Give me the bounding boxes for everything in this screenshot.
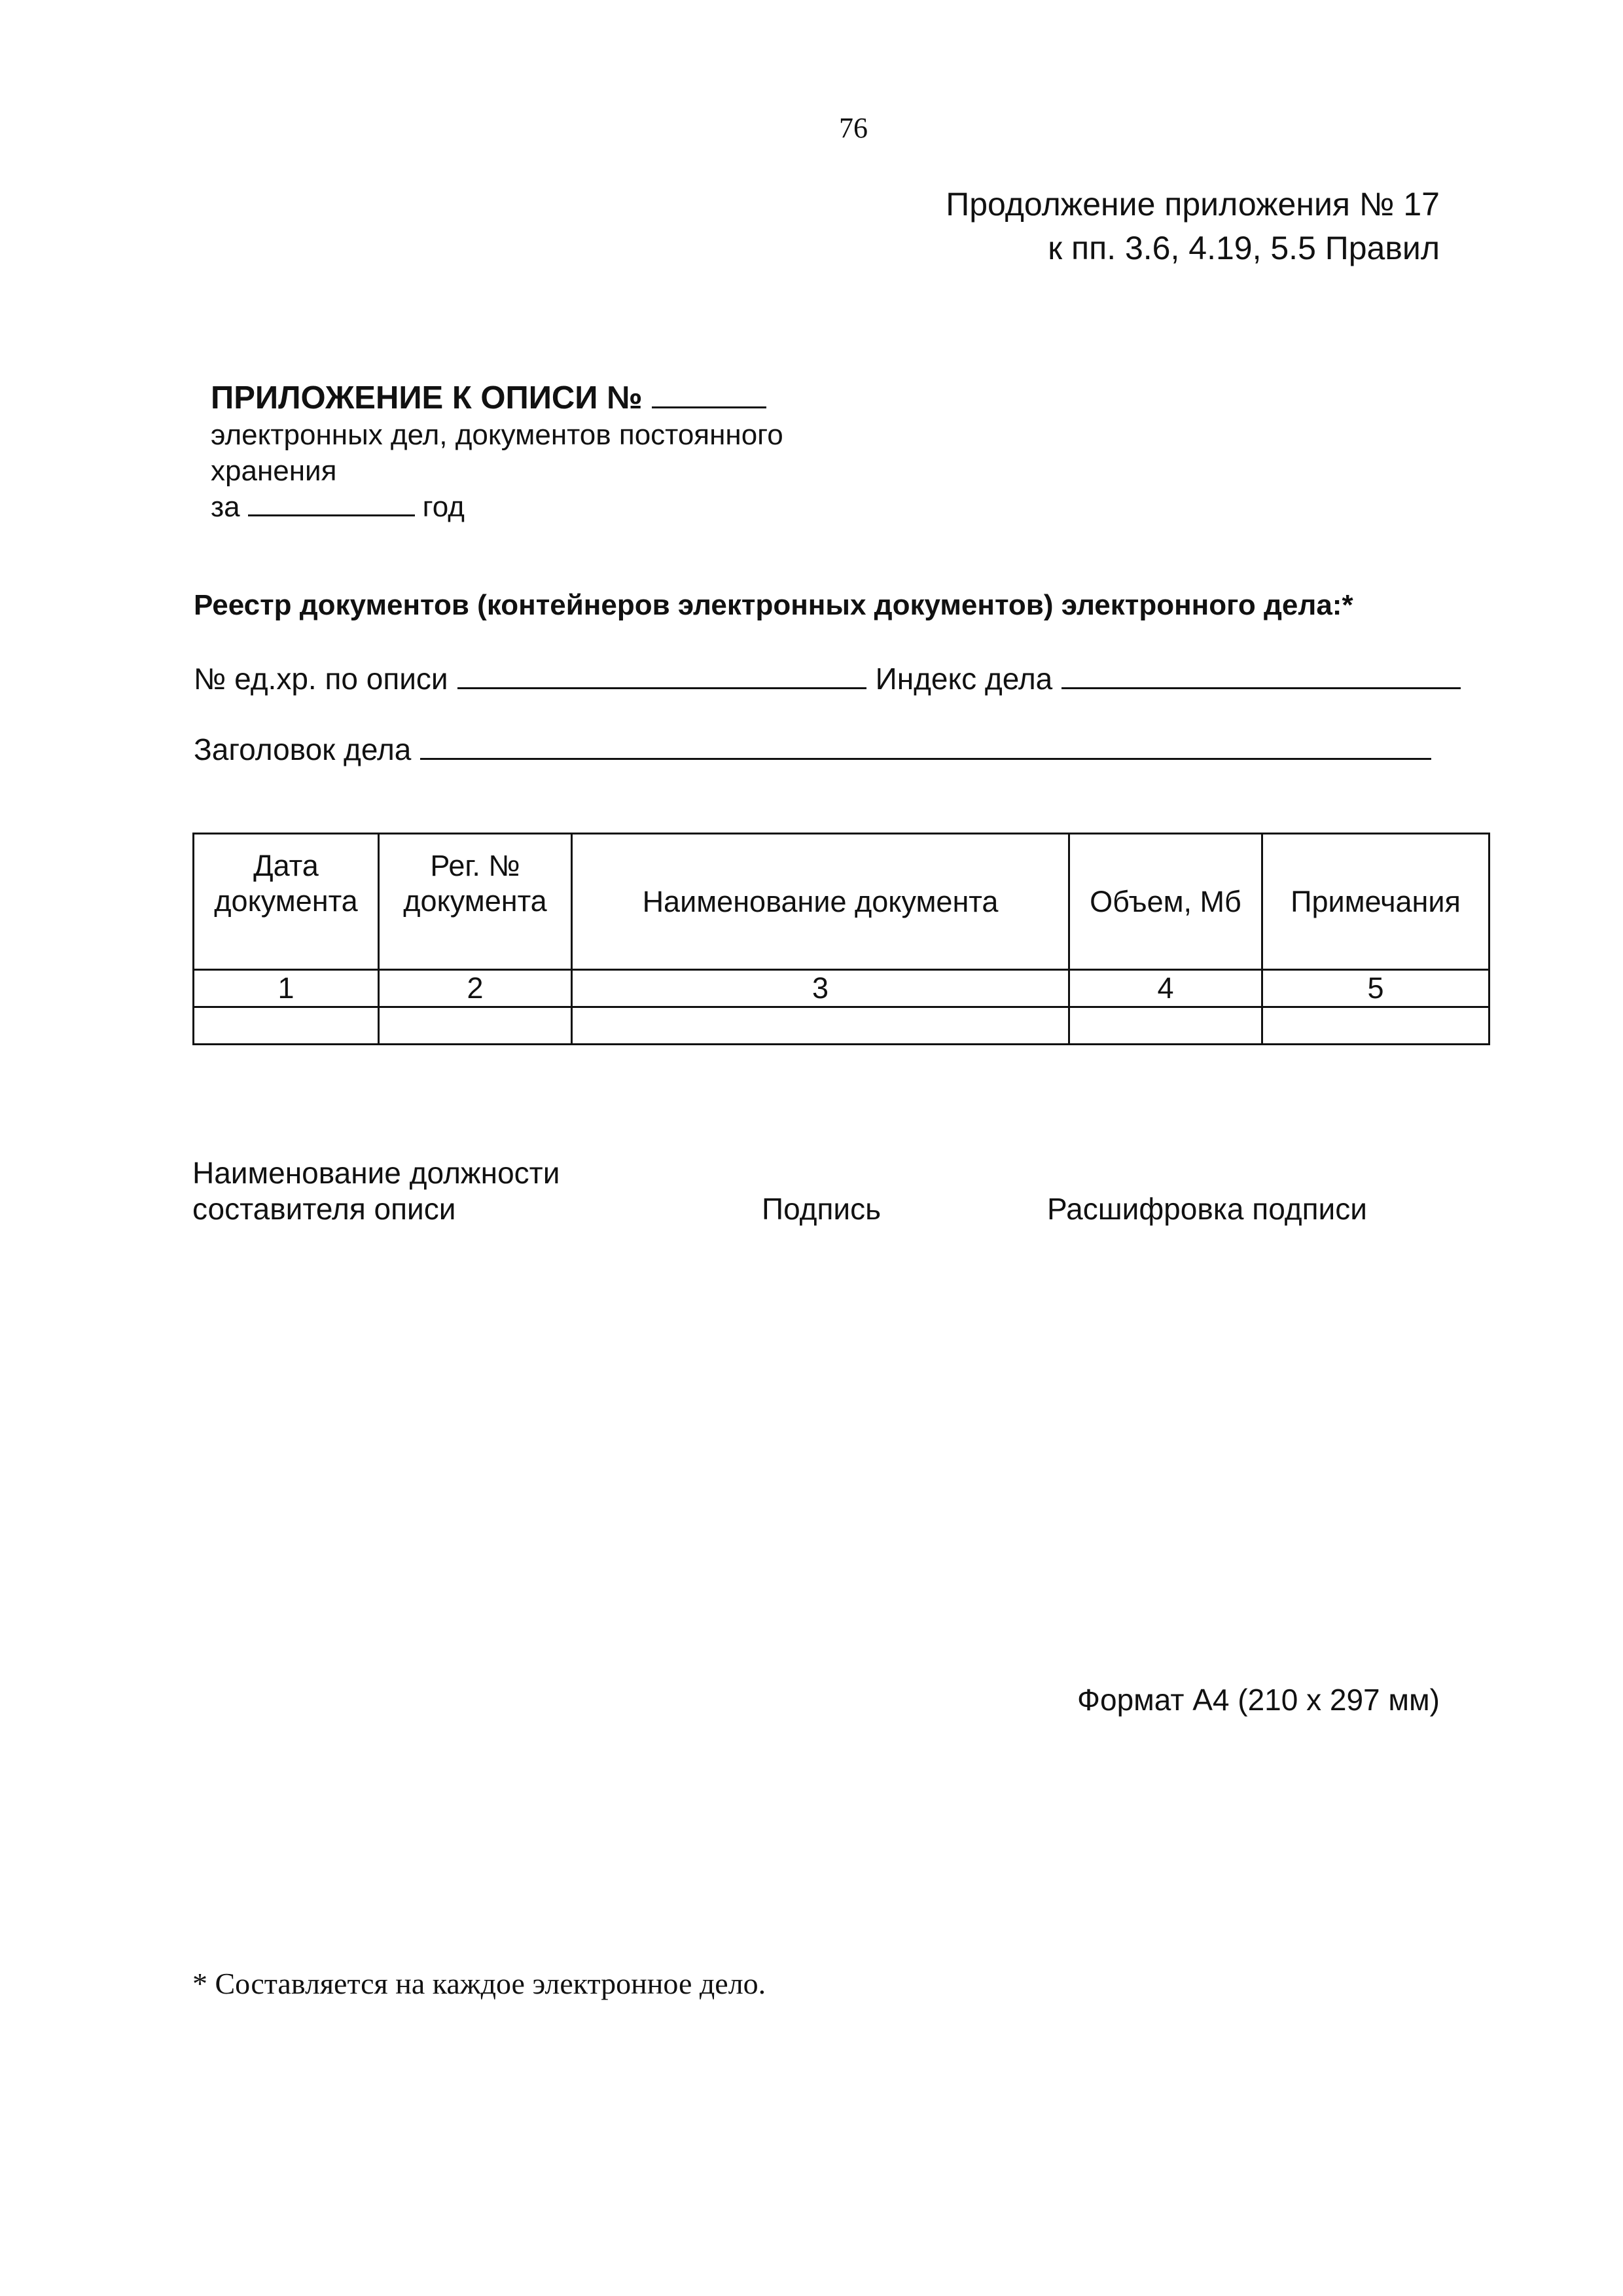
table-cell-reg-number[interactable] (379, 1007, 572, 1045)
appendix-subtitle-line-2: хранения (211, 455, 337, 487)
header-doc-name (572, 834, 1069, 970)
header-reg-number (379, 834, 572, 970)
index-label: Индекс дела (875, 662, 1053, 696)
table-cell-notes[interactable] (1262, 1007, 1489, 1045)
continuation-line-1: Продолжение приложения № 17 (946, 186, 1440, 223)
year-suffix: год (422, 491, 465, 523)
header-notes-text: Примечания (1291, 884, 1461, 918)
header-volume-text: Объем, Мб (1090, 884, 1241, 918)
column-number: 3 (572, 970, 1069, 1007)
column-number: 1 (194, 970, 379, 1007)
column-number: 5 (1262, 970, 1489, 1007)
table-cell-doc-name[interactable] (572, 1007, 1069, 1045)
unit-label: № ед.хр. по описи (194, 662, 448, 696)
format-note: Формат А4 (210 х 297 мм) (1077, 1683, 1440, 1717)
signature-label: Подпись (762, 1192, 882, 1226)
page-number: 76 (839, 112, 868, 144)
fields-row-1 (194, 661, 1461, 696)
signature-position-line-1: Наименование должности (192, 1156, 560, 1190)
header-reg-number-line-1: Рег. № (430, 849, 520, 882)
appendix-subtitle-line-1: электронных дел, документов постоянного (211, 419, 783, 451)
header-date (194, 834, 379, 970)
header-doc-name-text: Наименование документа (642, 884, 999, 918)
table-header-row (194, 834, 1489, 970)
column-number: 2 (379, 970, 572, 1007)
appendix-year-line (211, 491, 465, 524)
column-number: 4 (1069, 970, 1262, 1007)
header-date-line-1: Дата (253, 849, 319, 882)
fields-row-2 (194, 732, 1431, 767)
table-cell-date[interactable] (194, 1007, 379, 1045)
inventory-number-blank (652, 380, 766, 408)
year-blank (248, 491, 415, 516)
table-row (194, 1007, 1489, 1045)
continuation-line-2: к пп. 3.6, 4.19, 5.5 Правил (1048, 230, 1440, 266)
appendix-title-text: ПРИЛОЖЕНИЕ К ОПИСИ № (211, 380, 643, 416)
header-notes (1262, 834, 1489, 970)
case-index-blank (1061, 662, 1461, 689)
appendix-title (211, 380, 766, 416)
signature-decode-label: Расшифровка подписи (1047, 1192, 1367, 1226)
table-number-row (194, 970, 1489, 1007)
registry-title: Реестр документов (контейнеров электронных документов) электронного дела:* (194, 589, 1353, 621)
unit-number-blank (457, 662, 866, 689)
table-cell-volume[interactable] (1069, 1007, 1262, 1045)
documents-table (192, 833, 1490, 1045)
header-date-line-2: документа (214, 884, 358, 918)
case-title-label: Заголовок дела (194, 732, 412, 766)
signature-position-line-2: составителя описи (192, 1192, 456, 1226)
header-reg-number-line-2: документа (403, 884, 547, 918)
year-prefix: за (211, 491, 240, 523)
header-volume (1069, 834, 1262, 970)
case-title-blank (420, 733, 1431, 760)
footnote: * Составляется на каждое электронное дело. (192, 1967, 766, 2000)
